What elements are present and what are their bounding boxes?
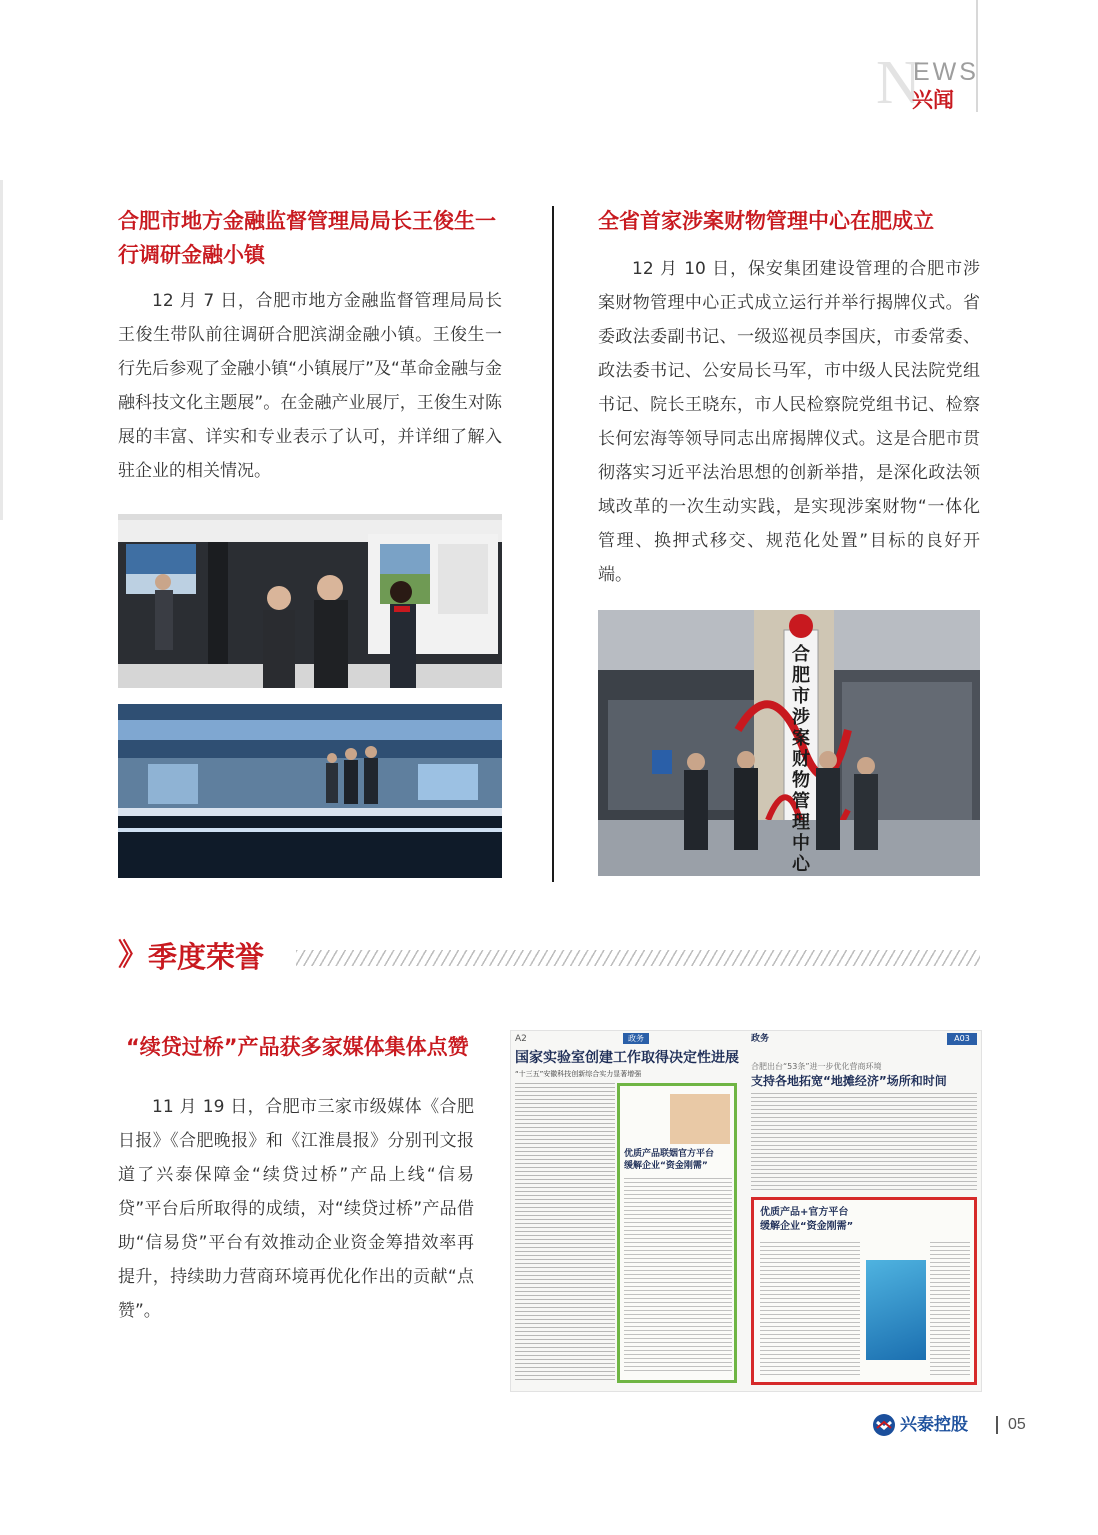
article1-photo-gallery: [118, 704, 502, 878]
article3-body: 11 月 19 日，合肥市三家市级媒体《合肥日报》《合肥晚报》和《江淮晨报》分别刊文报道了兴泰保障金“续贷过桥”产品上线“信易贷”平台后所取得的成绩，对“续贷过桥”产品借助“信易贷”平台有效推动企业资金筹措效率再提升，持续助力营商环境再优化作出的贡献“点赞”。: [118, 1097, 474, 1321]
newspaper-right-section-tag: 政务: [751, 1034, 770, 1044]
newspaper-left-section-tag: 政务: [623, 1033, 649, 1044]
article1-photo-exhibition-hall: [118, 514, 502, 688]
section-arrows-icon: 》: [118, 938, 148, 973]
newspaper-red-highlight-box: [751, 1197, 977, 1385]
newspaper-left-feature-title-2: 缓解企业“资金刚需”: [624, 1161, 708, 1171]
newspaper-building-illustration: [866, 1260, 926, 1360]
article2-photo-plaque-unveiling: [598, 610, 980, 876]
newspaper-right-kicker: 合肥出台“53条”进一步优化营商环境: [751, 1062, 882, 1071]
newspaper-left-headline: 国家实验室创建工作取得决定性进展: [515, 1050, 739, 1066]
article1-body: 12 月 7 日，合肥市地方金融监督管理局局长王俊生带队前往调研合肥滨湖金融小镇。王俊生一行先后参观了金融小镇“小镇展厅”及“革命金融与金融科技文化主题展”。在金融产业展厅，王俊生对陈展的丰富、详实和专业表示了认可，并详细了解入驻企业的相关情况。: [118, 291, 502, 481]
plaque-text: 合肥市涉案财物管理中心: [792, 644, 810, 875]
newspaper-clipping: [510, 1030, 982, 1392]
xingtai-logo-icon: [872, 1413, 896, 1437]
column-divider: [552, 206, 554, 882]
newspaper-left-text-block: [515, 1083, 615, 1383]
newspaper-left-feature-title-1: 优质产品联姻官方平台: [624, 1149, 715, 1159]
newspaper-left-subhead: “十三五”安徽科技创新综合实力显著增强: [515, 1070, 642, 1078]
page-number: 05: [1008, 1416, 1026, 1433]
newspaper-right-page-label: A03: [947, 1033, 977, 1045]
article1-title-line1: 合肥市地方金融监督管理局局长王俊生一: [118, 209, 496, 233]
news-label: EWS: [913, 58, 979, 86]
section-hatch-rule: [296, 950, 980, 966]
article2-body: 12 月 10 日，保安集团建设管理的合肥市涉案财物管理中心正式成立运行并举行揭牌仪式。省委政法委副书记、一级巡视员李国庆，市委常委、政法委书记、公安局长马军，市中级人民法院党组书记、院长王晓东，市人民检察院党组书记、检察长何宏海等领导同志出席揭牌仪式。这是合肥市贯彻落实习近平法治思想的创新举措，是深化政法领域改革的一次生动实践，是实现涉案财物“一体化管理、换押式移交、规范化处置”目标的良好开端。: [598, 259, 980, 585]
news-initial: N: [876, 49, 921, 117]
header-vertical-rule: [976, 0, 978, 112]
footer-logo-text: 兴泰控股: [900, 1415, 968, 1435]
newspaper-left-page-label: A2: [515, 1034, 527, 1044]
section-title: 季度荣誉: [148, 940, 265, 974]
newspaper-right-headline: 支持各地拓宽“地摊经济”场所和时间: [751, 1074, 947, 1088]
page-edge-mark: [0, 180, 3, 520]
footer-divider: [996, 1416, 998, 1434]
article1-title-line2: 行调研金融小镇: [118, 243, 265, 267]
newspaper-right-feature-title-1: 优质产品+官方平台: [760, 1207, 849, 1218]
newspaper-right-feature-title-2: 缓解企业“资金刚需”: [760, 1221, 854, 1232]
article3-title: “续贷过桥”产品获多家媒体集体点赞: [126, 1035, 469, 1059]
news-chinese-label: 兴闻: [912, 88, 954, 112]
article1-title: [118, 204, 518, 272]
article2-title: 全省首家涉案财物管理中心在肥成立: [598, 209, 934, 233]
newspaper-illustration: [670, 1094, 730, 1144]
newspaper-green-highlight-box: [617, 1083, 737, 1383]
